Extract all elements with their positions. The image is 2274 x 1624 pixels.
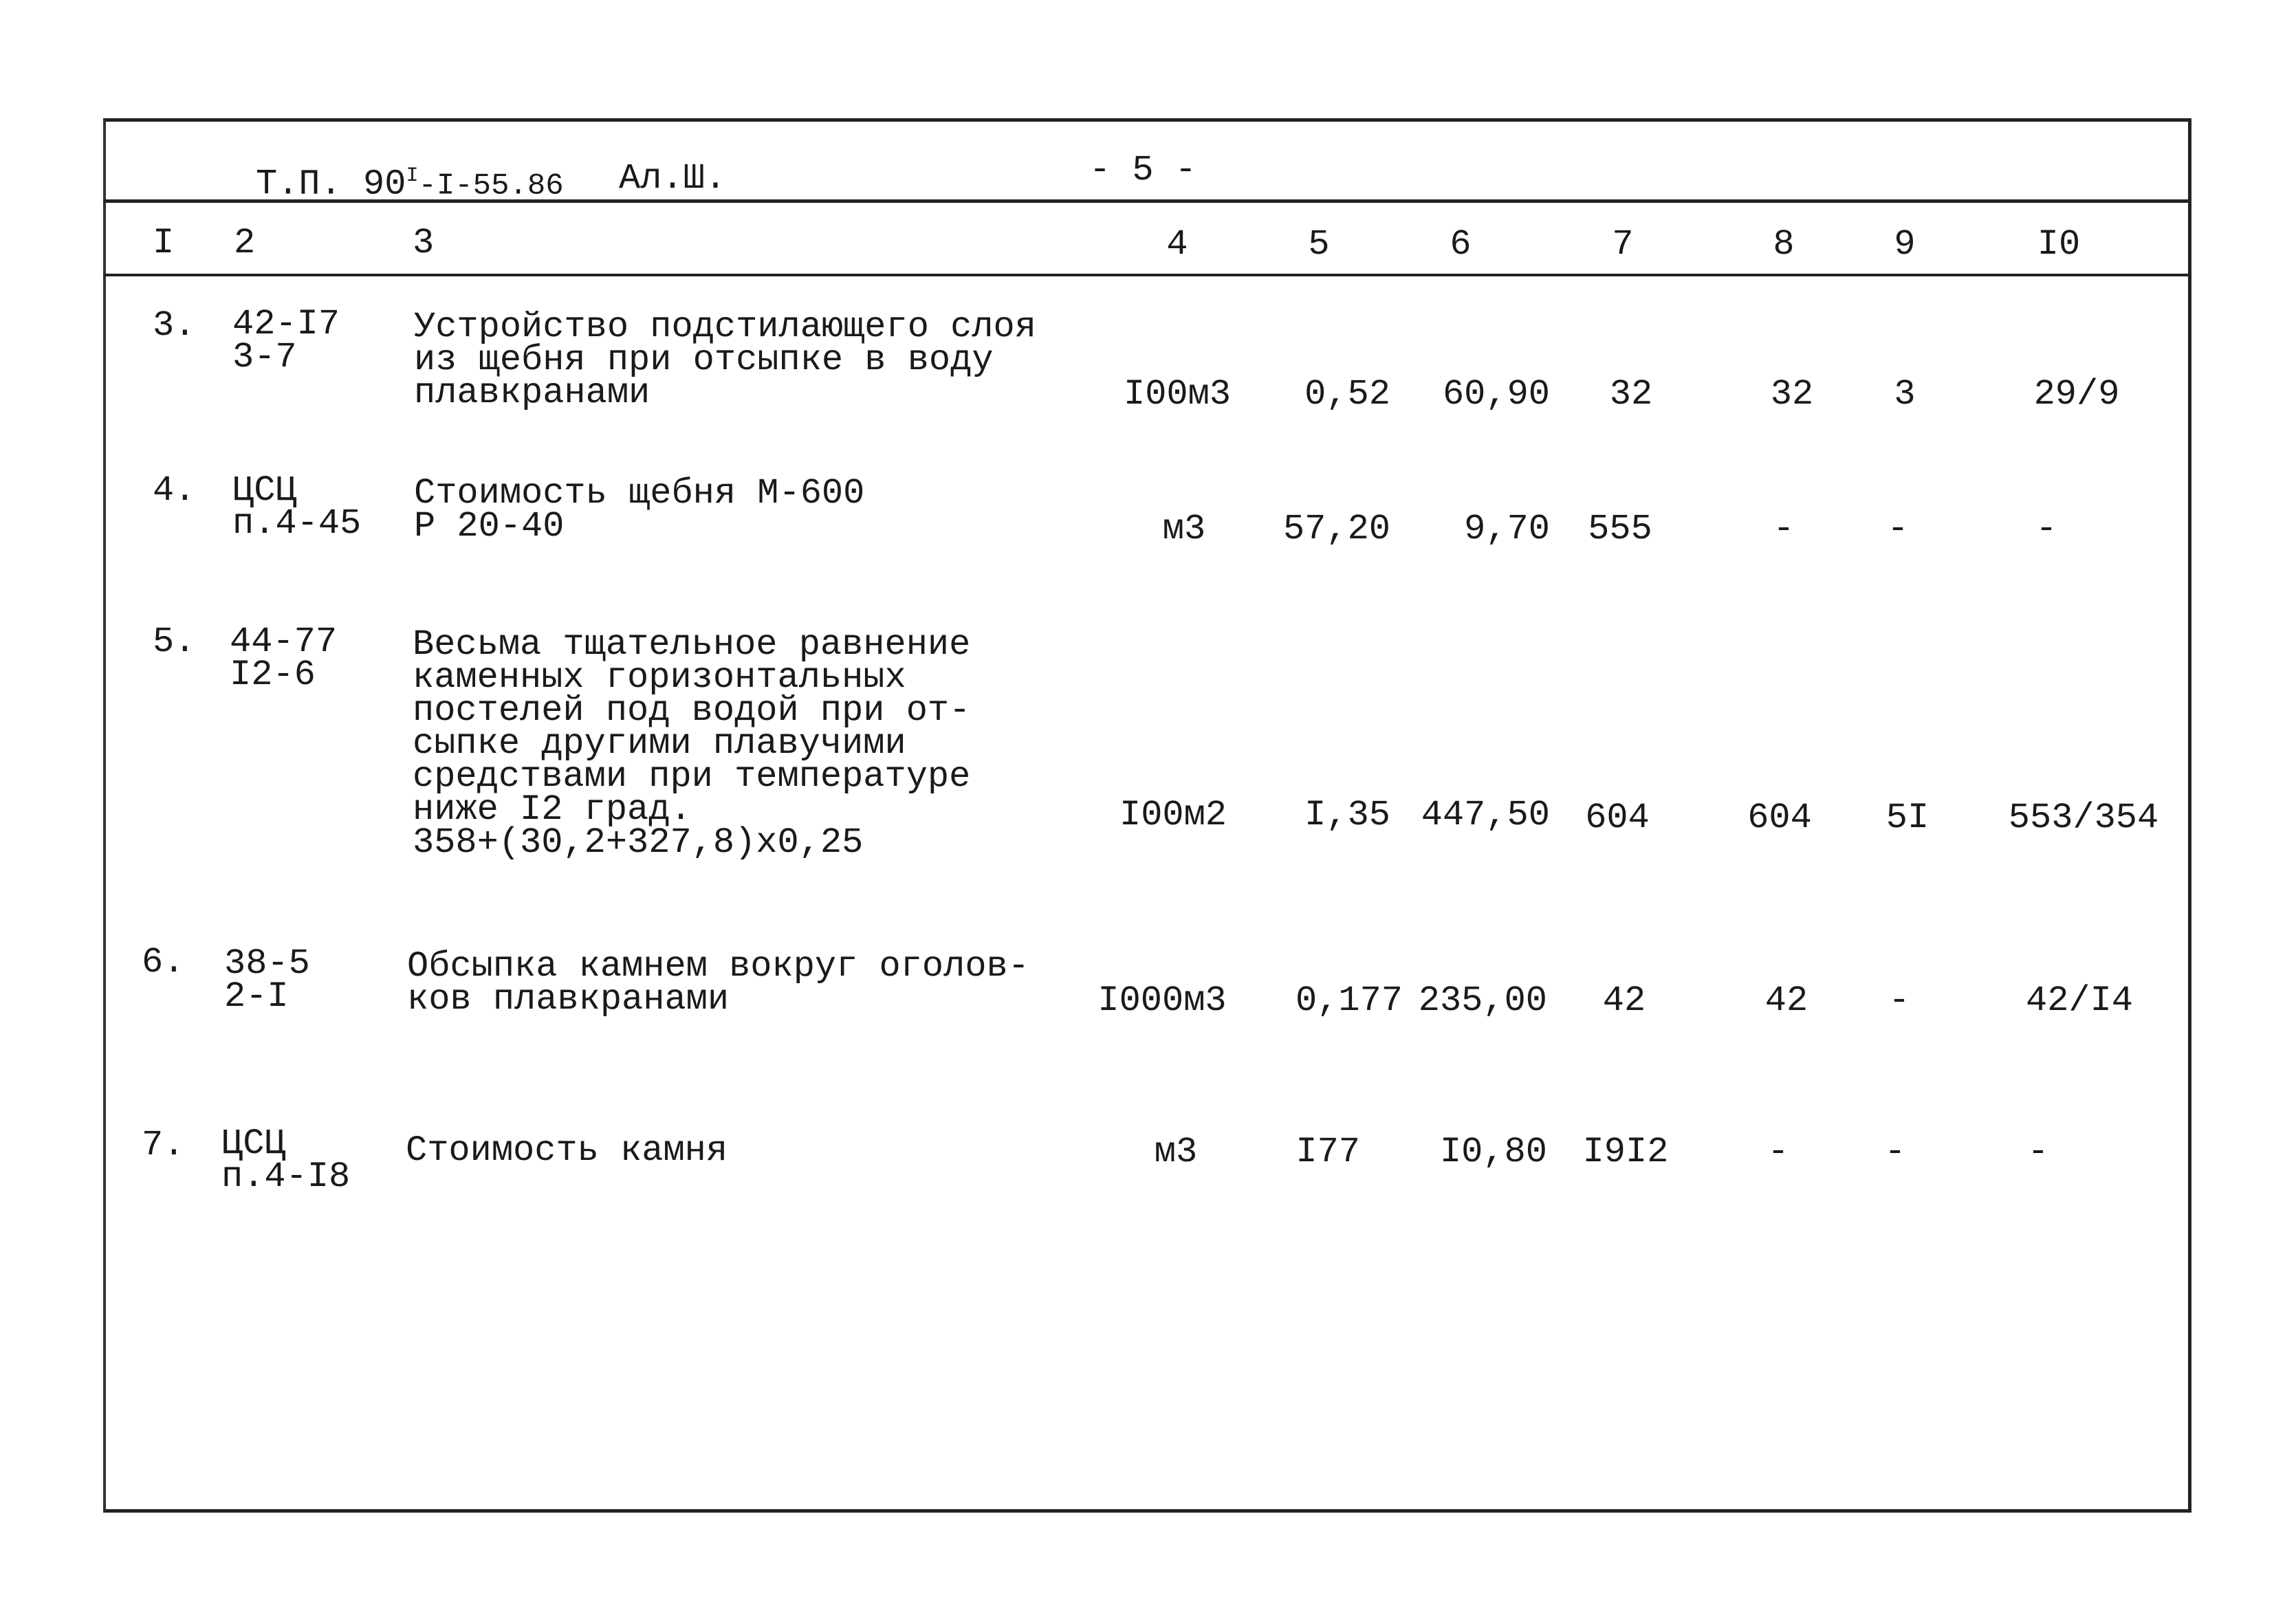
resource-code-line: ЦСЦ: [232, 470, 297, 511]
document-reference-suffix: -I-55.86: [418, 168, 564, 204]
total-cost: 32: [1609, 374, 1653, 415]
description-line: Весьма тщательное равнение: [413, 624, 971, 665]
unit: I000м3: [1097, 980, 1227, 1021]
column-10-value: -: [2027, 1132, 2049, 1172]
description-line: из щебня при отсыпке в воду: [414, 340, 994, 380]
work-description: [406, 1130, 728, 1171]
total-cost: I9I2: [1582, 1132, 1669, 1172]
work-description: [414, 473, 865, 547]
resource-code-line: 38-5: [224, 943, 310, 984]
page-number: - 5 -: [1089, 150, 1197, 190]
description-line: ков плавкранами: [407, 979, 730, 1020]
document-reference: [256, 158, 564, 204]
row-number: 6.: [142, 942, 185, 983]
quantity: 0,52: [1304, 374, 1390, 415]
column-header-5: 5: [1308, 224, 1330, 265]
description-line: ниже I2 град.: [413, 789, 692, 830]
column-header-3: 3: [413, 223, 435, 263]
description-line: сыпке другими плавучими: [413, 723, 906, 764]
column-10-value: 553/354: [2008, 798, 2159, 838]
resource-code: [232, 304, 340, 377]
description-line: постелей под водой при от-: [413, 690, 971, 731]
resource-code-line: п.4-I8: [221, 1156, 351, 1197]
description-line: Р 20-40: [414, 506, 565, 547]
description-line: Обсыпка камнем вокруг оголов-: [407, 946, 1029, 987]
work-description: [407, 946, 1029, 1020]
description-line: Стоимость щебня М-600: [414, 473, 865, 514]
resource-code-line: I2-6: [230, 655, 316, 695]
column-header-8: 8: [1773, 224, 1795, 265]
column-header-2: 2: [234, 223, 256, 263]
column-header-1: I: [153, 223, 175, 263]
column-9-value: 5I: [1885, 798, 1929, 838]
unit-price: I0,80: [1439, 1132, 1547, 1172]
description-line: Устройство подстилающего слоя: [414, 307, 1036, 347]
column-8-value: 32: [1770, 374, 1814, 415]
column-header-7: 7: [1612, 224, 1634, 265]
resource-code-line: 2-I: [224, 976, 289, 1017]
column-9-value: -: [1888, 980, 1910, 1021]
work-description: [413, 624, 971, 863]
unit-price: 447,50: [1421, 795, 1550, 835]
quantity: I77: [1295, 1132, 1360, 1172]
total-cost: 42: [1602, 980, 1646, 1021]
column-8-value: -: [1767, 1132, 1789, 1172]
quantity: I,35: [1304, 795, 1390, 835]
work-description: [414, 307, 1036, 413]
resource-code: [232, 470, 362, 544]
column-9-value: -: [1887, 509, 1909, 549]
column-header-4: 4: [1166, 224, 1188, 265]
description-line: средствами при температуре: [413, 756, 971, 797]
resource-code-line: п.4-45: [232, 503, 362, 544]
quantity: 0,177: [1295, 980, 1403, 1021]
album-label: Ал.Ш.: [619, 158, 727, 199]
unit: I00м3: [1123, 374, 1232, 415]
column-9-value: -: [1884, 1132, 1906, 1172]
resource-code-line: 42-I7: [232, 304, 340, 344]
row-number: 4.: [153, 470, 196, 511]
column-9-value: 3: [1894, 374, 1916, 415]
unit-price: 60,90: [1442, 374, 1550, 415]
document-reference-prefix: Т.П. 90: [256, 164, 406, 205]
row-number: 5.: [153, 622, 196, 662]
unit-price: 235,00: [1418, 980, 1547, 1021]
resource-code-line: 3-7: [232, 337, 297, 377]
description-line: Стоимость камня: [406, 1130, 728, 1171]
description-line: каменных горизонтальных: [413, 657, 906, 698]
resource-code-line: ЦСЦ: [221, 1123, 286, 1164]
column-header-6: 6: [1450, 224, 1472, 265]
total-cost: 555: [1588, 509, 1652, 549]
row-number: 3.: [153, 305, 196, 346]
column-8-value: -: [1773, 509, 1795, 549]
document-reference-sub: I: [406, 164, 419, 188]
unit: м3: [1162, 509, 1206, 549]
total-cost: 604: [1585, 798, 1650, 838]
resource-code: [230, 622, 338, 695]
unit: I00м2: [1119, 795, 1227, 835]
description-line: плавкранами: [414, 373, 651, 413]
column-header-divider: [103, 274, 2189, 276]
column-header-9: 9: [1894, 224, 1916, 265]
description-line: 358+(30,2+327,8)х0,25: [413, 822, 864, 863]
column-10-value: 29/9: [2033, 374, 2120, 415]
column-header-10: I0: [2037, 224, 2081, 265]
resource-code: [221, 1123, 351, 1197]
unit: м3: [1154, 1132, 1198, 1172]
quantity: 57,20: [1282, 509, 1390, 549]
column-8-value: 42: [1764, 980, 1808, 1021]
column-8-value: 604: [1747, 798, 1812, 838]
column-10-value: 42/I4: [2025, 980, 2134, 1021]
resource-code: [224, 943, 310, 1017]
column-10-value: -: [2035, 509, 2057, 549]
row-number: 7.: [142, 1125, 185, 1165]
resource-code-line: 44-77: [230, 622, 338, 662]
unit-price: 9,70: [1464, 509, 1550, 549]
